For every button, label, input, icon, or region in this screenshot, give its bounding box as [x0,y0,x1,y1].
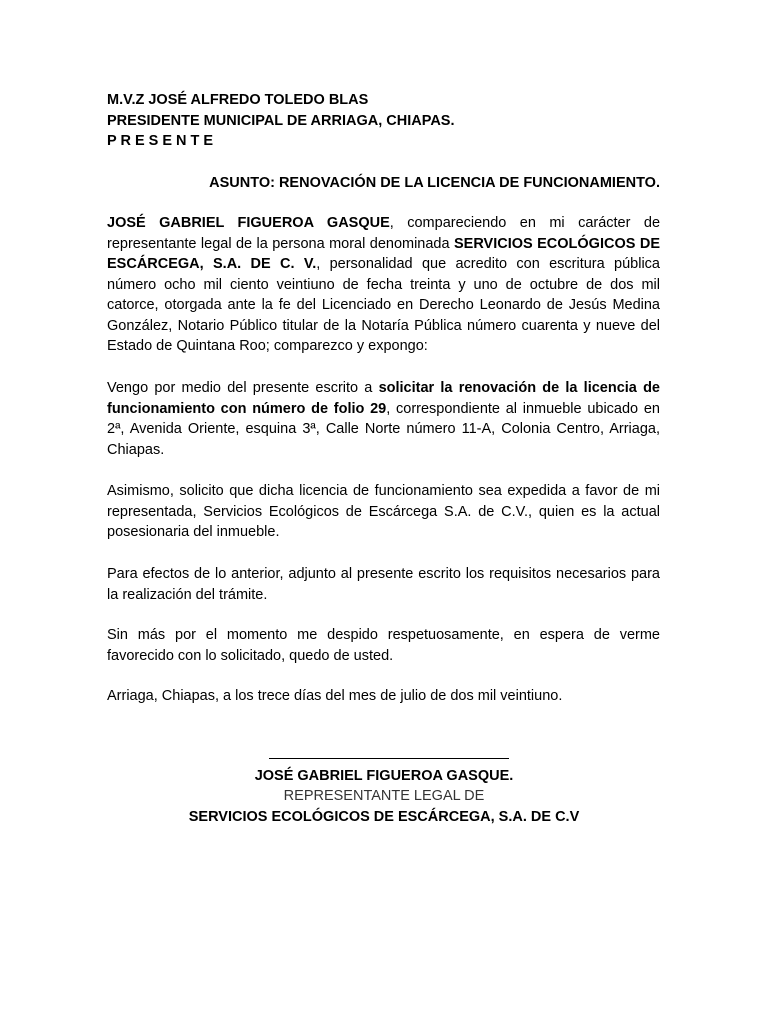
signature-line [269,746,509,759]
paragraph-date-place: Arriaga, Chiapas, a los trece días del mes de julio de dos mil veintiuno. [107,688,563,704]
signatory-role: REPRESENTANTE LEGAL DE [283,788,485,804]
paragraph-closing: Sin más por el momento me despido respetuosamente, en espera de verme favorecido con lo solicitado, quedo de usted. [107,627,660,664]
company-name: SERVICIOS ECOLÓGICOS DE ESCÁRCEGA, S.A. DE C. V. [107,235,660,272]
signatory-company: SERVICIOS ECOLÓGICOS DE ESCÁRCEGA, S.A. DE C.V [188,808,580,825]
paragraph-issuance: Asimismo, solicito que dicha licencia de funcionamiento sea expedida a favor de mi representada, Servicios Ecológicos de Escárcega S.A. de C.V., quien es la actual posesionaria del inmueble. [107,483,660,540]
addressee-title: PRESIDENTE MUNICIPAL DE ARRIAGA, CHIAPAS. [107,112,455,129]
addressee-presente: P R E S E N T E [107,133,214,149]
signature-block [0,745,768,827]
paragraph-text: , personalidad que acredito con escritura pública número ocho mil ciento veintiuno de fecha treinta y uno de octubre de dos mil catorce, otorgada ante la fe del Licenciado en Derecho Leonardo de Jesús Medina González, Notario Público titular de la Notaría Pública número cuarenta y nueve del Estado de Quintana Roo; comparezco y expongo: [107,256,660,354]
subject-line: ASUNTO: RENOVACIÓN DE LA LICENCIA DE FUNCIONAMIENTO. [209,175,660,191]
applicant-name: JOSÉ GABRIEL FIGUEROA GASQUE [107,215,390,231]
signatory-name: JOSÉ GABRIEL FIGUEROA GASQUE. [254,767,514,784]
paragraph-text: Vengo por medio del presente escrito a [107,380,379,396]
addressee-block [107,90,660,152]
paragraph-request [107,378,660,460]
paragraph-introduction [107,213,660,357]
paragraph-text: , correspondiente al inmueble ubicado en 2ª, Avenida Oriente, esquina 3ª, Calle Norte número 11-A, Colonia Centro, Arriaga, Chiapas. [107,400,660,458]
addressee-name: M.V.Z JOSÉ ALFREDO TOLEDO BLAS [107,92,369,108]
paragraph-requirements: Para efectos de lo anterior, adjunto al presente escrito los requisitos necesarios para la realización del trámite. [107,566,660,603]
request-emphasis: solicitar la renovación de la licencia de funcionamiento con número de folio 29 [107,380,661,417]
paragraph-text: , compareciendo en mi carácter de representante legal de la persona moral denominada [107,215,661,252]
